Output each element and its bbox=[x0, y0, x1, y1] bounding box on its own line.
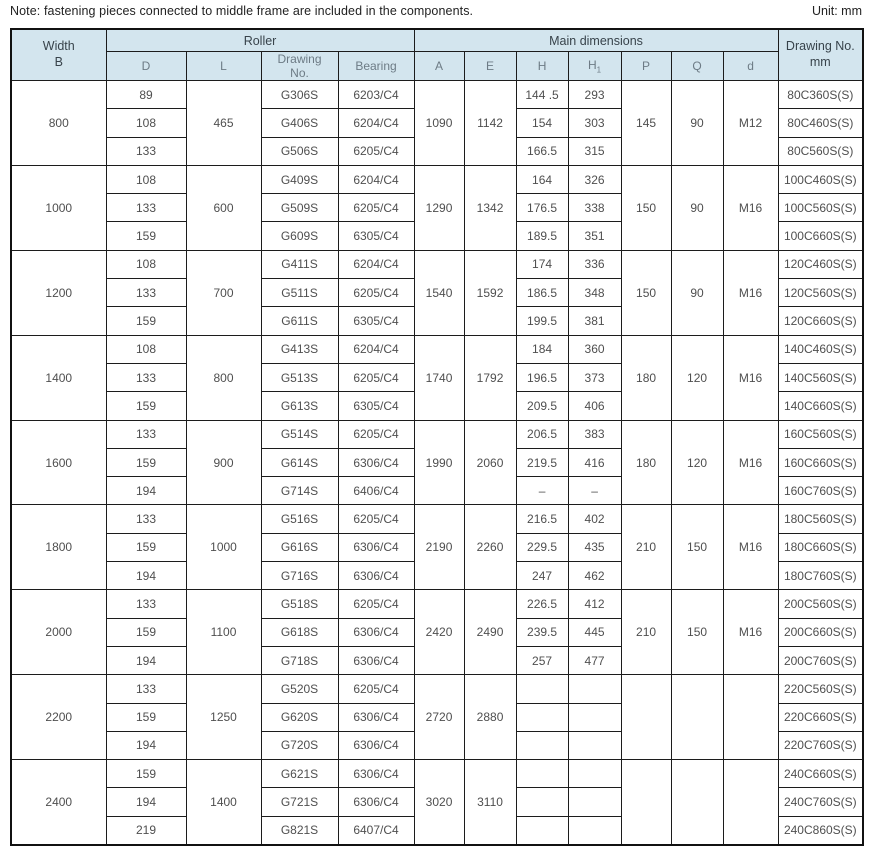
cell-roller-d: 194 bbox=[106, 646, 186, 674]
cell-h1: 462 bbox=[568, 562, 621, 590]
cell-drawing-no-mm: 200C760S(S) bbox=[778, 646, 863, 674]
col-header-p: P bbox=[621, 52, 671, 81]
cell-bearing: 6306/C4 bbox=[338, 533, 414, 561]
cell-roller-d: 133 bbox=[106, 590, 186, 618]
cell-h1: 402 bbox=[568, 505, 621, 533]
cell-roller-d: 133 bbox=[106, 505, 186, 533]
cell-width-b: 800 bbox=[11, 81, 106, 166]
col-header-l_roller: L bbox=[186, 52, 261, 81]
cell-h: – bbox=[516, 477, 568, 505]
cell-h: 164 bbox=[516, 165, 568, 193]
cell-drawing-no-mm: 100C460S(S) bbox=[778, 165, 863, 193]
cell-roller-l: 1400 bbox=[186, 760, 261, 845]
cell-q: 150 bbox=[671, 505, 723, 590]
cell-roller-drawing-no: G409S bbox=[261, 165, 338, 193]
table-row bbox=[11, 420, 863, 448]
cell-roller-drawing-no: G720S bbox=[261, 731, 338, 759]
cell-h: 199.5 bbox=[516, 307, 568, 335]
cell-e: 1592 bbox=[464, 250, 516, 335]
cell-a: 3020 bbox=[414, 760, 464, 845]
cell-width-b: 1000 bbox=[11, 165, 106, 250]
cell-drawing-no-mm: 80C460S(S) bbox=[778, 109, 863, 137]
table-row bbox=[11, 335, 863, 363]
cell-e: 1142 bbox=[464, 81, 516, 166]
cell-bearing: 6203/C4 bbox=[338, 81, 414, 109]
cell-p: 210 bbox=[621, 590, 671, 675]
cell-drawing-no-mm: 120C660S(S) bbox=[778, 307, 863, 335]
cell-d-thread: M16 bbox=[723, 590, 778, 675]
cell-roller-drawing-no: G618S bbox=[261, 618, 338, 646]
cell-roller-d: 133 bbox=[106, 137, 186, 165]
cell-q: 90 bbox=[671, 250, 723, 335]
cell-a: 2420 bbox=[414, 590, 464, 675]
cell-roller-d: 159 bbox=[106, 618, 186, 646]
cell-h: 226.5 bbox=[516, 590, 568, 618]
cell-h bbox=[516, 675, 568, 703]
cell-bearing: 6306/C4 bbox=[338, 562, 414, 590]
cell-e: 2260 bbox=[464, 505, 516, 590]
cell-drawing-no-mm: 120C560S(S) bbox=[778, 279, 863, 307]
cell-a: 2720 bbox=[414, 675, 464, 760]
cell-roller-drawing-no: G516S bbox=[261, 505, 338, 533]
cell-h bbox=[516, 788, 568, 816]
cell-h1 bbox=[568, 703, 621, 731]
cell-p bbox=[621, 760, 671, 845]
cell-roller-drawing-no: G716S bbox=[261, 562, 338, 590]
cell-drawing-no-mm: 80C560S(S) bbox=[778, 137, 863, 165]
cell-drawing-no-mm: 200C660S(S) bbox=[778, 618, 863, 646]
cell-roller-d: 159 bbox=[106, 448, 186, 476]
cell-q: 90 bbox=[671, 165, 723, 250]
cell-drawing-no-mm: 140C660S(S) bbox=[778, 392, 863, 420]
cell-q: 90 bbox=[671, 81, 723, 166]
cell-drawing-no-mm: 180C660S(S) bbox=[778, 533, 863, 561]
col-header-h1: $H_1$ bbox=[568, 52, 621, 81]
cell-roller-d: 159 bbox=[106, 392, 186, 420]
cell-p: 145 bbox=[621, 81, 671, 166]
cell-roller-d: 159 bbox=[106, 533, 186, 561]
cell-bearing: 6406/C4 bbox=[338, 477, 414, 505]
cell-h1: – bbox=[568, 477, 621, 505]
cell-roller-l: 800 bbox=[186, 335, 261, 420]
cell-e: 1792 bbox=[464, 335, 516, 420]
cell-roller-drawing-no: G821S bbox=[261, 816, 338, 845]
cell-width-b: 1600 bbox=[11, 420, 106, 505]
unit-label: Unit: mm bbox=[812, 4, 862, 18]
cell-h1 bbox=[568, 788, 621, 816]
cell-roller-l: 900 bbox=[186, 420, 261, 505]
cell-roller-drawing-no: G621S bbox=[261, 760, 338, 788]
cell-h: 189.5 bbox=[516, 222, 568, 250]
cell-h1: 360 bbox=[568, 335, 621, 363]
cell-h: 247 bbox=[516, 562, 568, 590]
col-group-roller: Roller bbox=[106, 29, 414, 52]
cell-p: 150 bbox=[621, 165, 671, 250]
cell-h: 184 bbox=[516, 335, 568, 363]
col-header-h: H bbox=[516, 52, 568, 81]
cell-drawing-no-mm: 240C760S(S) bbox=[778, 788, 863, 816]
top-bar bbox=[10, 4, 862, 18]
cell-drawing-no-mm: 220C560S(S) bbox=[778, 675, 863, 703]
cell-roller-d: 194 bbox=[106, 562, 186, 590]
cell-roller-drawing-no: G714S bbox=[261, 477, 338, 505]
cell-roller-d: 159 bbox=[106, 222, 186, 250]
cell-h1: 445 bbox=[568, 618, 621, 646]
cell-h: 166.5 bbox=[516, 137, 568, 165]
cell-p: 210 bbox=[621, 505, 671, 590]
cell-roller-drawing-no: G609S bbox=[261, 222, 338, 250]
cell-a: 1090 bbox=[414, 81, 464, 166]
col-header-q: Q bbox=[671, 52, 723, 81]
cell-p bbox=[621, 675, 671, 760]
cell-drawing-no-mm: 240C860S(S) bbox=[778, 816, 863, 845]
cell-bearing: 6305/C4 bbox=[338, 222, 414, 250]
cell-h bbox=[516, 760, 568, 788]
col-header-a: A bbox=[414, 52, 464, 81]
cell-roller-l: 1100 bbox=[186, 590, 261, 675]
cell-a: 1290 bbox=[414, 165, 464, 250]
cell-roller-d: 133 bbox=[106, 194, 186, 222]
cell-roller-d: 194 bbox=[106, 731, 186, 759]
cell-width-b: 2000 bbox=[11, 590, 106, 675]
cell-e: 1342 bbox=[464, 165, 516, 250]
header-row-2 bbox=[11, 52, 863, 81]
cell-bearing: 6205/C4 bbox=[338, 590, 414, 618]
col-group-main-dimensions: Main dimensions bbox=[414, 29, 778, 52]
cell-bearing: 6306/C4 bbox=[338, 448, 414, 476]
cell-drawing-no-mm: 160C560S(S) bbox=[778, 420, 863, 448]
col-header-d: d bbox=[723, 52, 778, 81]
table-header bbox=[11, 29, 863, 81]
cell-d-thread bbox=[723, 675, 778, 760]
table-body bbox=[11, 81, 863, 846]
cell-e: 2490 bbox=[464, 590, 516, 675]
cell-h: 186.5 bbox=[516, 279, 568, 307]
cell-roller-l: 1000 bbox=[186, 505, 261, 590]
cell-h: 229.5 bbox=[516, 533, 568, 561]
cell-h: 219.5 bbox=[516, 448, 568, 476]
cell-width-b: 1800 bbox=[11, 505, 106, 590]
cell-d-thread: M16 bbox=[723, 420, 778, 505]
cell-h: 209.5 bbox=[516, 392, 568, 420]
cell-roller-drawing-no: G509S bbox=[261, 194, 338, 222]
table-row bbox=[11, 165, 863, 193]
table-row bbox=[11, 81, 863, 109]
cell-roller-drawing-no: G511S bbox=[261, 279, 338, 307]
cell-d-thread: M16 bbox=[723, 165, 778, 250]
table-row bbox=[11, 675, 863, 703]
cell-e: 3110 bbox=[464, 760, 516, 845]
cell-width-b: 1400 bbox=[11, 335, 106, 420]
cell-h1: 336 bbox=[568, 250, 621, 278]
cell-roller-drawing-no: G611S bbox=[261, 307, 338, 335]
col-header-e: E bbox=[464, 52, 516, 81]
cell-width-b: 2200 bbox=[11, 675, 106, 760]
cell-roller-d: 133 bbox=[106, 420, 186, 448]
cell-h1: 477 bbox=[568, 646, 621, 674]
cell-width-b: 2400 bbox=[11, 760, 106, 845]
table-row bbox=[11, 590, 863, 618]
cell-drawing-no-mm: 80C360S(S) bbox=[778, 81, 863, 109]
cell-roller-drawing-no: G614S bbox=[261, 448, 338, 476]
cell-bearing: 6306/C4 bbox=[338, 731, 414, 759]
cell-roller-d: 133 bbox=[106, 363, 186, 391]
cell-roller-d: 108 bbox=[106, 335, 186, 363]
cell-roller-d: 133 bbox=[106, 279, 186, 307]
cell-roller-drawing-no: G520S bbox=[261, 675, 338, 703]
cell-drawing-no-mm: 180C760S(S) bbox=[778, 562, 863, 590]
cell-h1: 293 bbox=[568, 81, 621, 109]
cell-p: 150 bbox=[621, 250, 671, 335]
cell-roller-d: 159 bbox=[106, 307, 186, 335]
cell-h1 bbox=[568, 816, 621, 845]
cell-bearing: 6205/C4 bbox=[338, 505, 414, 533]
cell-a: 1740 bbox=[414, 335, 464, 420]
cell-q bbox=[671, 760, 723, 845]
cell-bearing: 6204/C4 bbox=[338, 109, 414, 137]
cell-h: 144 .5 bbox=[516, 81, 568, 109]
cell-h1: 351 bbox=[568, 222, 621, 250]
cell-h: 174 bbox=[516, 250, 568, 278]
cell-drawing-no-mm: 100C560S(S) bbox=[778, 194, 863, 222]
cell-bearing: 6205/C4 bbox=[338, 363, 414, 391]
col-header-drawing_no: Drawing No. bbox=[261, 52, 338, 81]
cell-bearing: 6306/C4 bbox=[338, 760, 414, 788]
cell-roller-d: 133 bbox=[106, 675, 186, 703]
cell-h1: 412 bbox=[568, 590, 621, 618]
cell-roller-d: 108 bbox=[106, 109, 186, 137]
cell-bearing: 6205/C4 bbox=[338, 279, 414, 307]
cell-h1 bbox=[568, 760, 621, 788]
cell-a: 1540 bbox=[414, 250, 464, 335]
cell-roller-d: 108 bbox=[106, 165, 186, 193]
cell-q: 120 bbox=[671, 420, 723, 505]
cell-d-thread: M16 bbox=[723, 505, 778, 590]
cell-h1 bbox=[568, 675, 621, 703]
cell-h: 239.5 bbox=[516, 618, 568, 646]
cell-drawing-no-mm: 140C560S(S) bbox=[778, 363, 863, 391]
cell-bearing: 6306/C4 bbox=[338, 646, 414, 674]
cell-bearing: 6205/C4 bbox=[338, 137, 414, 165]
table-row bbox=[11, 760, 863, 788]
cell-bearing: 6204/C4 bbox=[338, 250, 414, 278]
cell-bearing: 6305/C4 bbox=[338, 392, 414, 420]
cell-h1: 315 bbox=[568, 137, 621, 165]
cell-q bbox=[671, 675, 723, 760]
cell-bearing: 6204/C4 bbox=[338, 335, 414, 363]
cell-h: 176.5 bbox=[516, 194, 568, 222]
cell-h: 206.5 bbox=[516, 420, 568, 448]
col-header-width-b: Width B bbox=[11, 29, 106, 81]
cell-roller-drawing-no: G616S bbox=[261, 533, 338, 561]
cell-h1: 303 bbox=[568, 109, 621, 137]
cell-drawing-no-mm: 140C460S(S) bbox=[778, 335, 863, 363]
cell-drawing-no-mm: 160C760S(S) bbox=[778, 477, 863, 505]
cell-h1: 381 bbox=[568, 307, 621, 335]
cell-h1: 373 bbox=[568, 363, 621, 391]
cell-d-thread: M16 bbox=[723, 335, 778, 420]
spec-table bbox=[10, 28, 864, 846]
col-header-bearing: Bearing bbox=[338, 52, 414, 81]
cell-drawing-no-mm: 160C660S(S) bbox=[778, 448, 863, 476]
cell-drawing-no-mm: 220C760S(S) bbox=[778, 731, 863, 759]
cell-roller-d: 159 bbox=[106, 703, 186, 731]
cell-roller-drawing-no: G718S bbox=[261, 646, 338, 674]
header-row-1 bbox=[11, 29, 863, 52]
cell-width-b: 1200 bbox=[11, 250, 106, 335]
cell-h bbox=[516, 816, 568, 845]
cell-h bbox=[516, 731, 568, 759]
cell-roller-d: 108 bbox=[106, 250, 186, 278]
cell-h1: 406 bbox=[568, 392, 621, 420]
cell-roller-d: 159 bbox=[106, 760, 186, 788]
cell-roller-l: 700 bbox=[186, 250, 261, 335]
cell-roller-drawing-no: G306S bbox=[261, 81, 338, 109]
cell-d-thread bbox=[723, 760, 778, 845]
cell-drawing-no-mm: 240C660S(S) bbox=[778, 760, 863, 788]
cell-drawing-no-mm: 220C660S(S) bbox=[778, 703, 863, 731]
cell-a: 1990 bbox=[414, 420, 464, 505]
cell-h1 bbox=[568, 731, 621, 759]
cell-drawing-no-mm: 180C560S(S) bbox=[778, 505, 863, 533]
cell-roller-drawing-no: G406S bbox=[261, 109, 338, 137]
cell-drawing-no-mm: 120C460S(S) bbox=[778, 250, 863, 278]
cell-h: 196.5 bbox=[516, 363, 568, 391]
cell-roller-drawing-no: G518S bbox=[261, 590, 338, 618]
cell-h bbox=[516, 703, 568, 731]
cell-roller-l: 465 bbox=[186, 81, 261, 166]
cell-roller-drawing-no: G513S bbox=[261, 363, 338, 391]
cell-q: 150 bbox=[671, 590, 723, 675]
cell-bearing: 6306/C4 bbox=[338, 618, 414, 646]
cell-roller-d: 194 bbox=[106, 788, 186, 816]
cell-bearing: 6205/C4 bbox=[338, 675, 414, 703]
cell-h: 216.5 bbox=[516, 505, 568, 533]
cell-roller-drawing-no: G506S bbox=[261, 137, 338, 165]
cell-h1: 326 bbox=[568, 165, 621, 193]
cell-a: 2190 bbox=[414, 505, 464, 590]
cell-roller-d: 194 bbox=[106, 477, 186, 505]
cell-d-thread: M12 bbox=[723, 81, 778, 166]
cell-bearing: 6407/C4 bbox=[338, 816, 414, 845]
cell-bearing: 6305/C4 bbox=[338, 307, 414, 335]
cell-h1: 383 bbox=[568, 420, 621, 448]
col-header-d_roller: D bbox=[106, 52, 186, 81]
cell-roller-drawing-no: G613S bbox=[261, 392, 338, 420]
cell-roller-d: 219 bbox=[106, 816, 186, 845]
cell-bearing: 6306/C4 bbox=[338, 703, 414, 731]
cell-h1: 435 bbox=[568, 533, 621, 561]
cell-p: 180 bbox=[621, 335, 671, 420]
cell-roller-drawing-no: G514S bbox=[261, 420, 338, 448]
cell-p: 180 bbox=[621, 420, 671, 505]
cell-roller-l: 600 bbox=[186, 165, 261, 250]
col-header-drawing-no-mm: Drawing No. mm bbox=[778, 29, 863, 81]
note-text: Note: fastening pieces connected to middle frame are included in the components. bbox=[10, 4, 474, 18]
cell-roller-drawing-no: G620S bbox=[261, 703, 338, 731]
cell-roller-d: 89 bbox=[106, 81, 186, 109]
cell-roller-drawing-no: G411S bbox=[261, 250, 338, 278]
table-row bbox=[11, 250, 863, 278]
cell-roller-drawing-no: G721S bbox=[261, 788, 338, 816]
cell-d-thread: M16 bbox=[723, 250, 778, 335]
cell-drawing-no-mm: 100C660S(S) bbox=[778, 222, 863, 250]
cell-bearing: 6306/C4 bbox=[338, 788, 414, 816]
table-row bbox=[11, 505, 863, 533]
cell-h1: 348 bbox=[568, 279, 621, 307]
cell-bearing: 6205/C4 bbox=[338, 420, 414, 448]
cell-roller-l: 1250 bbox=[186, 675, 261, 760]
cell-q: 120 bbox=[671, 335, 723, 420]
cell-drawing-no-mm: 200C560S(S) bbox=[778, 590, 863, 618]
cell-h: 154 bbox=[516, 109, 568, 137]
cell-bearing: 6204/C4 bbox=[338, 165, 414, 193]
cell-bearing: 6205/C4 bbox=[338, 194, 414, 222]
cell-h1: 338 bbox=[568, 194, 621, 222]
cell-roller-drawing-no: G413S bbox=[261, 335, 338, 363]
cell-e: 2060 bbox=[464, 420, 516, 505]
cell-h: 257 bbox=[516, 646, 568, 674]
cell-h1: 416 bbox=[568, 448, 621, 476]
cell-e: 2880 bbox=[464, 675, 516, 760]
